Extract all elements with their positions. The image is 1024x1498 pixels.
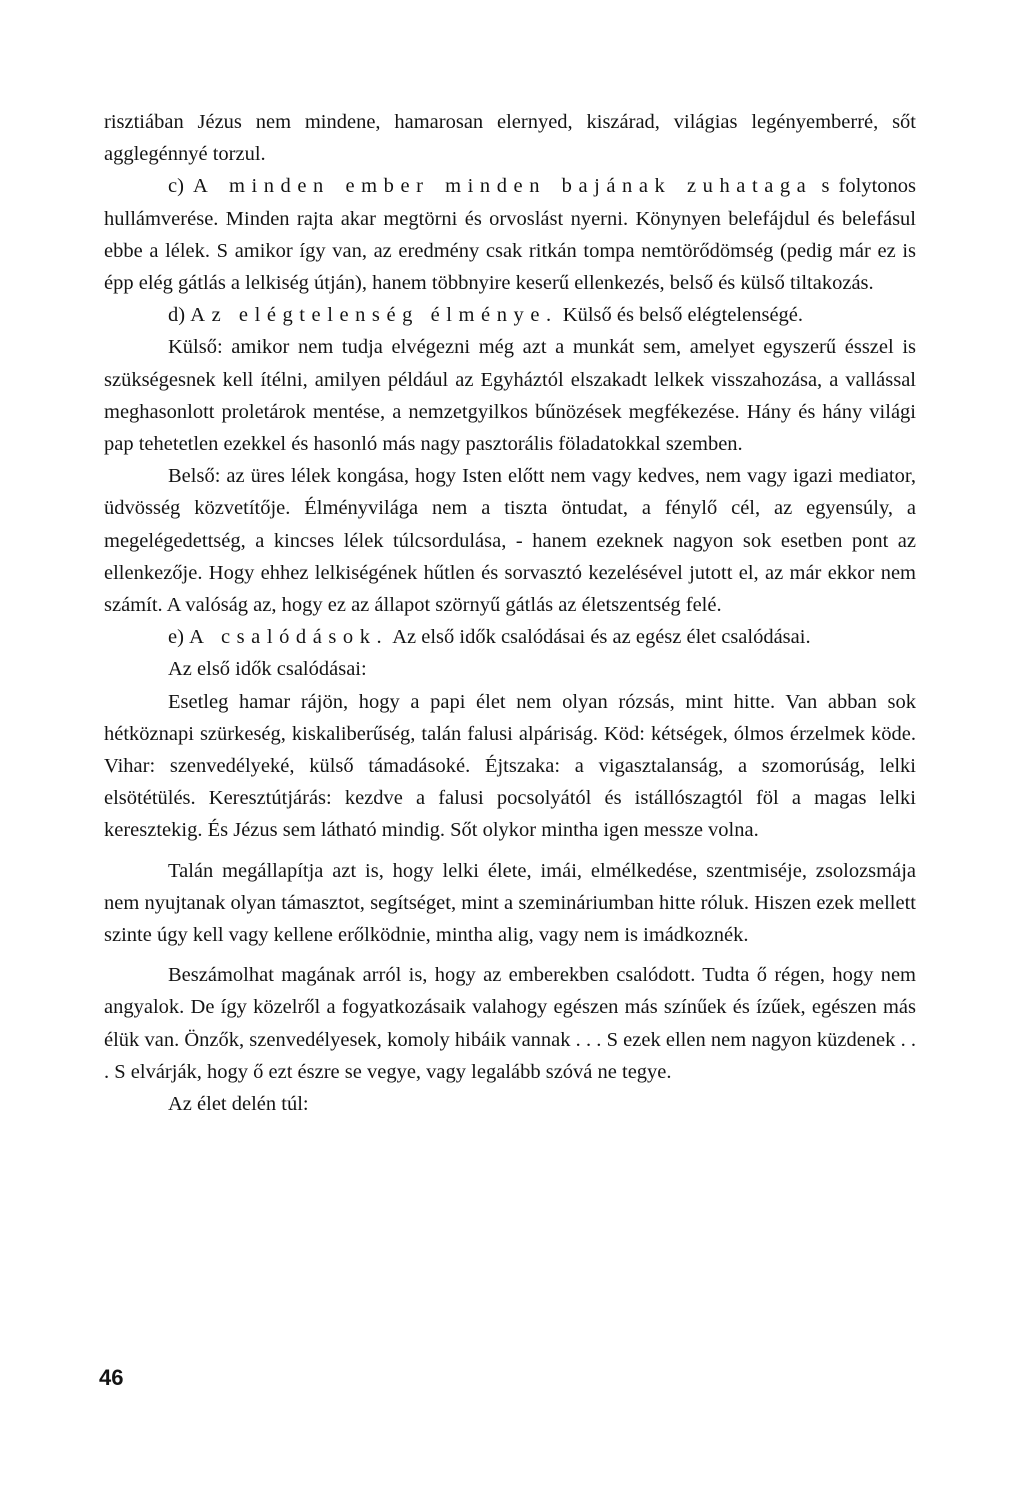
paragraph-beszamolhat: Beszámolhat magának arról is, hogy az emberekben csalódott. Tudta ő régen, hogy nem angyalok. De így közelről a fogyatkozásaik valahogy egészen más színűek és ízűek, egészen más élük van. Önzők, szenvedélyesek, komoly hibáik vannak . . . S ezek ellen nem nagyon küzdenek . . . S elvárják, hogy ő ezt észre se vegye, vagy legalább szóvá ne tegye. xyxy=(104,964,916,1083)
body-text xyxy=(104,106,916,1120)
spaced-heading: A csalódások. xyxy=(189,626,389,649)
paragraph-d: d) Az elégtelenség élménye. Külső és belső elégtelenségé. xyxy=(168,304,804,327)
subheading-first-times: Az első idők csalódásai: xyxy=(168,658,367,681)
spaced-heading: Az elégtelenség élménye. xyxy=(190,304,558,327)
spaced-heading: A minden ember minden bajának zuhataga xyxy=(193,175,813,198)
paragraph-esetleg: Esetleg hamar rájön, hogy a papi élet nem olyan rózsás, mint hitte. Van abban sok hétköznapi szürkeség, kiskaliberűség, talán falusi alpáriság. Köd: kétségek, ólmos érzelmek köde. Vihar: szenvedélyeké, külső támadásoké. Éjtszaka: a vigasztalanság, a szomorúság, lelki elsötétülés. Keresztútjárás: kezdve a falusi pocsolyától és istállószagtól föl a magas lelki keresztekig. És Jézus sem látható mindig. Sőt olykor mintha igen messze volna. xyxy=(104,690,916,842)
paragraph-e: e) A csalódások. Az első idők csalódásai és az egész élet csalódásai. xyxy=(168,626,811,649)
list-marker: e) xyxy=(168,626,184,649)
list-marker: d) xyxy=(168,304,186,327)
list-marker: c) xyxy=(168,175,184,198)
paragraph-talan: Talán megállapítja azt is, hogy lelki élete, imái, elmélkedése, szentmiséje, zsolozsmája nem nyujtanak olyan támasztot, segítséget, mint a szemináriumban hitte róluk. Hiszen ezek mellett szinte úgy kell vagy kellene erőlködnie, mintha alig, vagy nem is imádkoznék. xyxy=(104,859,916,947)
page-number: 46 xyxy=(99,1365,124,1390)
paragraph-belso: Belső: az üres lélek kongása, hogy Isten előtt nem vagy kedves, nem vagy igazi mediator, üdvösség közvetítője. Élményvilága nem a tiszta öntudat, a fénylő cél, az egyensúly, a megelégedettség, a kincses lélek túlcsordulása, - hanem ezeknek nagyon sok esetben pont az ellenkezője. Hogy ehhez lelkiségének hűtlen és sorvasztó kezelésével jutott el, az már ekkor nem számít. A valóság az, hogy ez az állapot szörnyű gátlás az életszentség felé. xyxy=(104,465,916,617)
subheading-midlife: Az élet delén túl: xyxy=(168,1093,309,1116)
paragraph-c: c) A minden ember minden bajának zuhataga s folytonos hullámverése. Minden rajta akar megtörni és orvoslást nyerni. Könynyen belefájdul és belefásul ebbe a lélek. S amikor így van, az eredmény csak ritkán tompa nemtörődömség (pedig már ez is épp elég gátlás a lelkiség útján), hanem többnyire keserű ellenkezés, belső és külső tiltakozás. xyxy=(104,175,916,295)
paragraph-kulso: Külső: amikor nem tudja elvégezni még azt a munkát sem, amelyet egyszerű ésszel is szükségesnek kell ítélni, amilyen például az Egyháztól elszakadt lelkek visszahozása, a vallással meghasonlott proletárok mentése, a nemzetgyilkos bűnözések megfékezése. Hány és hány világi pap tehetetlen ezekkel és hasonló más nagy pasztorális föladatokkal szemben. xyxy=(104,336,916,456)
paragraph-continuation: risztiában Jézus nem mindene, hamarosan elernyed, kiszárad, világias legényemberré, sőt agglegénnyé torzul. xyxy=(104,111,916,166)
